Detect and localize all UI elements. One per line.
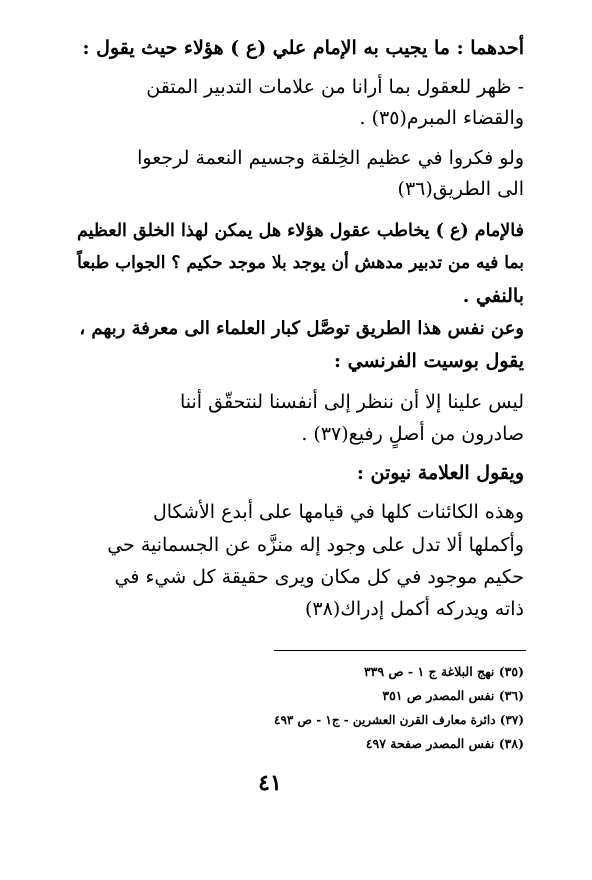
paragraph-line-4: بالنفي . — [462, 285, 524, 307]
paragraph-line-5: وعن نفس هذا الطريق توصَّل كبار العلماء الى معرفة ربهم ، — [79, 318, 524, 339]
paragraph-line-3: بما فيه من تدبير مدهش أن يوجد بلا موجد حكيم ؟ الجواب طبعاً — [77, 253, 524, 273]
quote-line-2: والقضاء المبرم(٣٥) . — [359, 107, 524, 129]
paragraph-line-7: ويقول العلامة نيوتن : — [356, 462, 524, 484]
footnote-37: (٣٧) دائرة معارف القرن العشرين - ج١ - ص ٤٩٣ — [274, 713, 524, 727]
quote-line-9: حكيم موجود في كل مكان ويرى حقيقة كل شيء في — [114, 566, 524, 588]
quote-line-10: ذاته ويدركه أكمل إدراك(٣٨) — [305, 598, 524, 620]
quote-line-6: صادرون من أصلٍ رفيع(٣٧) . — [301, 423, 524, 445]
quote-line-4: الى الطريق(٣٦) — [397, 178, 524, 200]
quote-line-7: وهذه الكائنات كلها في قيامها على أبدع الأشكال — [152, 501, 524, 523]
footnote-35: (٣٥) نهج البلاغة ج ١ - ص ٣٣٩ — [363, 664, 524, 679]
footnote-36: (٣٦) نفس المصدر ص ٣٥١ — [382, 688, 524, 703]
quote-line-1: - ظهر للعقول بما أرانا من علامات التدبير المتقن — [146, 76, 524, 98]
quote-line-5: ليس علينا إلا أن ننظر إلى أنفسنا لنتحقّق أننا — [179, 391, 524, 413]
quote-line-8: وأكملها ألا تدل على وجود إله منزَّه عن الجسمانية حي — [107, 534, 524, 556]
paragraph-line-6: يقول بوسيت الفرنسي : — [333, 350, 524, 372]
quote-line-3: ولو فكروا في عظيم الخِلقة وجسيم النعمة لرجعوا — [137, 147, 524, 169]
paragraph-line-1: أحدهما : ما يجيب به الإمام علي (ع ) هؤلاء حيث يقول : — [82, 37, 524, 59]
footnote-divider — [274, 650, 526, 651]
footnote-38: (٣٨) نفس المصدر صفحة ٤٩٧ — [365, 736, 524, 751]
page-number: ٤١ — [258, 770, 282, 796]
paragraph-line-2: فالإمام (ع ) يخاطب عقول هؤلاء هل يمكن لهذا الخلق العظيم — [77, 221, 524, 241]
